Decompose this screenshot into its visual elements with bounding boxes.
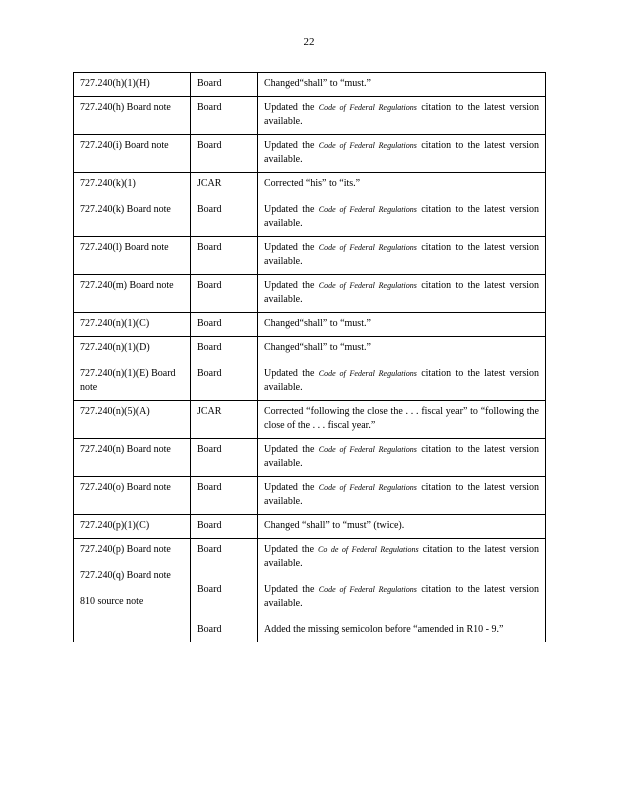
change-cell	[258, 539, 546, 643]
change-text: citation to the latest version available.	[264, 482, 540, 507]
change-cell	[258, 515, 546, 539]
source-cell: Board	[191, 73, 258, 97]
change-text: citation to the latest version available.	[264, 444, 540, 469]
change-text: citation to the latest version available.	[264, 204, 540, 229]
change-text: Updated the	[264, 204, 319, 215]
cfr-title: Code of Federal Regulations	[318, 483, 417, 492]
page-number: 22	[303, 36, 315, 48]
section-entry: 727.240(n)(1)(E) Board note	[80, 368, 176, 393]
section-cell: 727.240(l) Board note	[74, 237, 191, 275]
change-cell	[258, 313, 546, 337]
cfr-title: Code of Federal Regulations	[318, 369, 417, 378]
section-entry: 727.240(p) Board note	[80, 544, 171, 555]
source-cell: JCAR	[191, 401, 258, 439]
change-text: citation to the latest version available.	[264, 102, 540, 127]
section-cell: 727.240(n)(1)(C)	[74, 313, 191, 337]
cfr-title: Code of Federal Regulations	[318, 445, 417, 454]
section-cell	[74, 539, 191, 643]
source-entry: Board	[197, 204, 222, 215]
amendments-table	[73, 72, 546, 642]
change-cell	[258, 401, 546, 439]
source-cell: Board	[191, 97, 258, 135]
section-cell: 727.240(o) Board note	[74, 477, 191, 515]
table-row	[74, 337, 546, 401]
change-cell	[258, 97, 546, 135]
source-cell: Board	[191, 313, 258, 337]
table-row	[74, 97, 546, 135]
table-row	[74, 173, 546, 237]
change-text: Added the missing semicolon before “amended in R10 - 9.”	[264, 624, 504, 635]
change-text: citation to the latest version available.	[264, 368, 540, 393]
cfr-title: Code of Federal Regulations	[318, 205, 417, 214]
section-cell	[74, 337, 191, 401]
section-cell: 727.240(n)(5)(A)	[74, 401, 191, 439]
change-text: Corrected “his” to “its.”	[264, 178, 361, 189]
source-entry: Board	[197, 544, 222, 555]
table-row	[74, 401, 546, 439]
cfr-title: Code of Federal Regulations	[318, 141, 417, 150]
change-cell	[258, 477, 546, 515]
table-row	[74, 515, 546, 539]
change-text: Updated the	[264, 444, 319, 455]
change-text: Corrected “following the close the . . . fiscal year” to “following the close of the . . . fiscal year.”	[264, 406, 539, 431]
source-entry: Board	[197, 368, 222, 379]
change-cell	[258, 439, 546, 477]
section-cell: 727.240(m) Board note	[74, 275, 191, 313]
cfr-title: Code of Federal Regulations	[318, 103, 417, 112]
source-cell: Board	[191, 237, 258, 275]
table-row	[74, 313, 546, 337]
change-cell	[258, 237, 546, 275]
section-cell: 727.240(p)(1)(C)	[74, 515, 191, 539]
change-text: Changed“shall” to “must.”	[264, 342, 371, 353]
change-text: citation to the latest version available.	[264, 242, 540, 267]
source-cell: Board	[191, 515, 258, 539]
change-text: Changed“shall” to “must.”	[264, 78, 371, 89]
change-cell	[258, 173, 546, 237]
section-entry: 727.240(k)(1)	[80, 178, 136, 189]
change-text: Changed “shall” to “must” (twice).	[264, 520, 405, 531]
change-text: Updated the	[264, 140, 319, 151]
source-cell: Board	[191, 275, 258, 313]
source-cell	[191, 539, 258, 643]
section-entry: 727.240(n)(1)(D)	[80, 342, 150, 353]
section-entry: 727.240(k) Board note	[80, 204, 171, 215]
source-entry: Board	[197, 342, 222, 353]
change-text: citation to the latest version available.	[264, 280, 540, 305]
source-entry: Board	[197, 584, 222, 595]
section-cell	[74, 173, 191, 237]
change-text: Updated the	[264, 242, 319, 253]
source-cell	[191, 337, 258, 401]
change-text: citation to the latest version available.	[264, 544, 540, 569]
change-cell	[258, 337, 546, 401]
change-text: Updated the	[264, 280, 319, 291]
source-cell: Board	[191, 439, 258, 477]
change-text: citation to the latest version available.	[264, 584, 540, 609]
table-row	[74, 73, 546, 97]
change-text: Updated the	[264, 584, 319, 595]
change-text: Updated the	[264, 368, 319, 379]
table-row	[74, 135, 546, 173]
change-text: Updated the	[264, 482, 319, 493]
change-cell	[258, 135, 546, 173]
section-cell: 727.240(i) Board note	[74, 135, 191, 173]
source-cell: Board	[191, 477, 258, 515]
table-row	[74, 539, 546, 643]
cfr-title: Co de of Federal Regulations	[318, 545, 419, 554]
cfr-title: Code of Federal Regulations	[318, 585, 417, 594]
section-entry: 727.240(q) Board note	[80, 570, 171, 581]
source-entry: Board	[197, 624, 222, 635]
source-cell	[191, 173, 258, 237]
table-row	[74, 439, 546, 477]
table-row	[74, 477, 546, 515]
section-cell: 727.240(h)(1)(H)	[74, 73, 191, 97]
section-entry: 810 source note	[80, 596, 144, 607]
change-text: citation to the latest version available.	[264, 140, 540, 165]
cfr-title: Code of Federal Regulations	[318, 243, 417, 252]
section-cell: 727.240(n) Board note	[74, 439, 191, 477]
source-cell: Board	[191, 135, 258, 173]
change-text: Updated the	[264, 102, 319, 113]
section-cell: 727.240(h) Board note	[74, 97, 191, 135]
change-text: Updated the	[264, 544, 319, 555]
table-row	[74, 275, 546, 313]
table-row	[74, 237, 546, 275]
change-text: Changed“shall” to “must.”	[264, 318, 371, 329]
change-cell	[258, 73, 546, 97]
cfr-title: Code of Federal Regulations	[318, 281, 417, 290]
change-cell	[258, 275, 546, 313]
source-entry: JCAR	[197, 178, 222, 189]
